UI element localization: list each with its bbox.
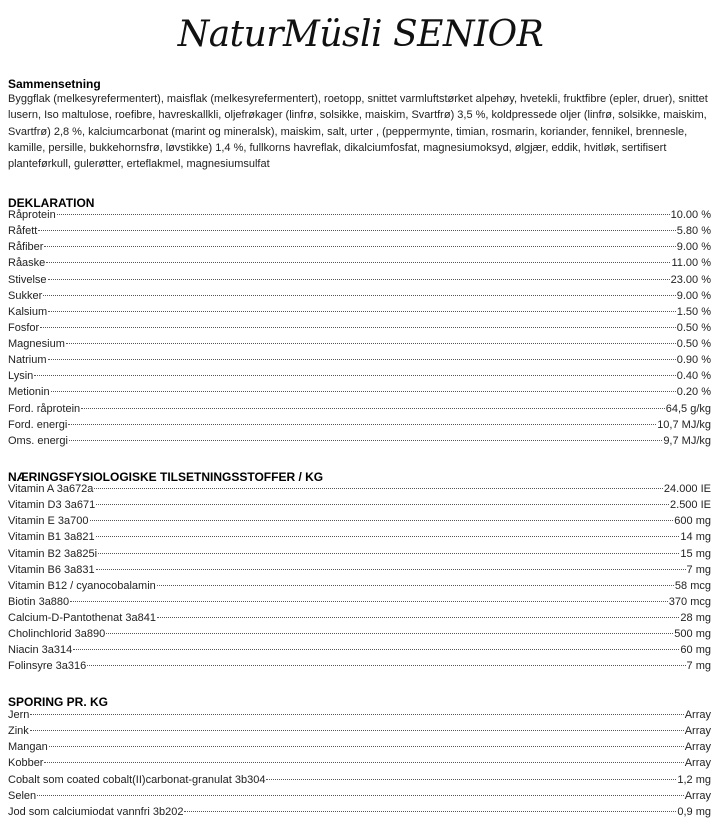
declaration-row (8, 419, 711, 435)
row-value: 600 mg (674, 515, 711, 528)
dot-leader (94, 488, 662, 489)
dot-leader (69, 440, 662, 441)
dot-leader (90, 520, 674, 521)
row-label: Vitamin A 3a672a (8, 483, 94, 495)
row-label: Magnesium (8, 338, 65, 350)
row-value: 10.00 % (670, 209, 711, 221)
row-label: Råfiber (8, 241, 44, 254)
row-value: 2.500 IE (670, 499, 711, 512)
dot-leader (81, 408, 665, 409)
additives-row (8, 660, 711, 676)
composition-heading: Sammensetning (8, 77, 101, 91)
row-value: 0.50 % (676, 321, 711, 334)
dot-leader (30, 730, 684, 731)
row-label: Råfett (8, 225, 38, 238)
declaration-row (8, 403, 711, 419)
row-value: 370 mcg (668, 595, 711, 608)
dot-leader (157, 617, 679, 618)
dot-leader (37, 795, 684, 796)
dot-leader (30, 714, 683, 715)
row-value: 9.00 % (676, 289, 711, 302)
dot-leader (48, 311, 676, 312)
dot-leader (66, 343, 676, 344)
row-value: 9.00 % (676, 241, 711, 254)
row-value: 14 mg (680, 531, 711, 544)
dot-leader (87, 665, 685, 666)
additives-row (8, 531, 711, 547)
dot-leader (266, 779, 676, 780)
row-label: Natrium (8, 354, 47, 367)
trace-row (8, 790, 711, 806)
row-value: 0.40 % (676, 370, 711, 383)
row-value: 15 mg (680, 547, 711, 560)
declaration-row (8, 209, 711, 225)
trace-row (8, 741, 711, 757)
row-label: Kalsium (8, 305, 48, 318)
additives-row (8, 612, 711, 628)
row-value: 7 mg (686, 563, 711, 576)
row-label: Mangan (8, 741, 48, 754)
row-label: Biotin 3a880 (8, 595, 70, 608)
row-label: Calcium-D-Pantothenat 3a841 (8, 612, 156, 624)
row-label: Vitamin B2 3a825i (8, 547, 98, 560)
declaration-row (8, 306, 711, 322)
additives-row (8, 548, 711, 564)
declaration-row (8, 225, 711, 241)
declaration-table (8, 209, 711, 451)
row-value: 500 mg (674, 628, 711, 641)
declaration-row (8, 274, 711, 290)
additives-row (8, 499, 711, 515)
row-value: 1.50 % (676, 305, 711, 318)
row-label: Zink (8, 725, 29, 738)
row-label: Vitamin B1 3a821 (8, 531, 95, 544)
row-label: Metionin (8, 386, 50, 399)
row-label: Lysin (8, 370, 34, 383)
row-label: Stivelse (8, 273, 47, 286)
trace-row (8, 757, 711, 773)
dot-leader (38, 230, 675, 231)
row-value: 0.20 % (676, 386, 711, 399)
declaration-row (8, 241, 711, 257)
row-label: Jern (8, 709, 30, 721)
dot-leader (49, 746, 684, 747)
row-value: 0,9 mg (677, 805, 711, 818)
row-label: Råaske (8, 257, 46, 270)
dot-leader (44, 246, 675, 247)
row-label: Vitamin B6 3a831 (8, 563, 95, 576)
dot-leader (34, 375, 675, 376)
row-label: Cobalt som coated cobalt(II)carbonat-granulat 3b304 (8, 773, 266, 786)
dot-leader (48, 279, 670, 280)
dot-leader (40, 327, 676, 328)
row-label: Jod som calciumiodat vannfri 3b202 (8, 805, 184, 818)
trace-row (8, 725, 711, 741)
dot-leader (184, 811, 676, 812)
row-label: Vitamin B12 / cyanocobalamin (8, 579, 156, 592)
row-label: Oms. energi (8, 434, 68, 447)
trace-row (8, 774, 711, 790)
composition-text: Byggflak (melkesyrefermentert), maisflak (melkesyrefermentert), roetopp, snittet varmluftstørket alpehøy, hvetekli, fruktfibre (epler, druer), snittet lusern, Iso maltulose, roefibre, havreskallkli, oljefrøkager (linfrø, solsikke, maiskim, Svartfrø) 3,5 %, koldpressede oljer (linfrø, solsikke, maiskim, Svartfrø) 2,8 %, kalciumcarbonat (marint og mineralsk), maiskim, salt, urter , (peppermynte, timian, rosmarin, koriander, fennikel, brennesle, kamille, persille, bukkehornsfrø, løvstikke) 1,4 %, fullkorns havreflak, dikalciumfosfat, magnesiumoksyd, ølgjær, eddik, hvitløk, sertifisert planteførkull, gulerøtter, erteflakmel, magnesiumsulfat (8, 93, 708, 171)
declaration-row (8, 338, 711, 354)
declaration-heading: DEKLARATION (8, 196, 95, 210)
declaration-row (8, 354, 711, 370)
dot-leader (96, 536, 680, 537)
additives-row (8, 644, 711, 660)
row-value: 5.80 % (676, 225, 711, 238)
dot-leader (44, 762, 683, 763)
row-label: Folinsyre 3a316 (8, 660, 87, 673)
row-value: 28 mg (680, 612, 711, 624)
dot-leader (157, 585, 674, 586)
row-value: Array (684, 709, 711, 721)
additives-row (8, 515, 711, 531)
row-label: Ford. energi (8, 418, 68, 431)
row-value: Array (684, 741, 711, 754)
declaration-row (8, 370, 711, 386)
declaration-row (8, 386, 711, 402)
dot-leader (96, 504, 669, 505)
row-value: Array (684, 789, 711, 802)
additives-table (8, 483, 711, 677)
trace-table (8, 709, 711, 822)
row-value: 64,5 g/kg (665, 402, 711, 415)
dot-leader (73, 649, 679, 650)
trace-row (8, 709, 711, 725)
row-label: Fosfor (8, 321, 40, 334)
declaration-row (8, 257, 711, 273)
additives-row (8, 564, 711, 580)
dot-leader (57, 214, 670, 215)
dot-leader (98, 553, 679, 554)
dot-leader (96, 569, 686, 570)
row-value: 58 mcg (674, 579, 711, 592)
trace-heading: SPORING PR. KG (8, 695, 109, 709)
row-label: Selen (8, 789, 37, 802)
dot-leader (48, 359, 676, 360)
dot-leader (51, 391, 676, 392)
row-label: Vitamin E 3a700 (8, 515, 89, 528)
declaration-row (8, 290, 711, 306)
row-value: 7 mg (686, 660, 711, 673)
additives-row (8, 596, 711, 612)
row-value: 1,2 mg (677, 773, 711, 786)
row-value: 0.50 % (676, 338, 711, 350)
dot-leader (68, 424, 656, 425)
row-label: Vitamin D3 3a671 (8, 499, 96, 512)
dot-leader (106, 633, 673, 634)
row-label: Kobber (8, 757, 44, 770)
row-label: Niacin 3a314 (8, 644, 73, 657)
row-label: Cholinchlorid 3a890 (8, 628, 106, 641)
declaration-row (8, 322, 711, 338)
row-label: Ford. råprotein (8, 402, 81, 415)
additives-row (8, 483, 711, 499)
dot-leader (46, 262, 670, 263)
declaration-row (8, 435, 711, 451)
row-value: 60 mg (680, 644, 711, 657)
row-value: Array (684, 757, 711, 770)
additives-heading: NÆRINGSFYSIOLOGISKE TILSETNINGSSTOFFER / KG (8, 470, 324, 484)
dot-leader (70, 601, 668, 602)
row-value: 11.00 % (671, 257, 711, 270)
additives-row (8, 580, 711, 596)
row-value: 24.000 IE (663, 483, 711, 495)
dot-leader (43, 295, 676, 296)
trace-row (8, 806, 711, 822)
row-value: 0.90 % (676, 354, 711, 367)
page-title: NaturMüsli SENIOR (177, 14, 544, 55)
row-value: 9,7 MJ/kg (663, 434, 711, 447)
additives-row (8, 628, 711, 644)
row-value: 10,7 MJ/kg (657, 418, 711, 431)
row-value: 23.00 % (670, 273, 711, 286)
row-label: Sukker (8, 289, 43, 302)
row-value: Array (684, 725, 711, 738)
row-label: Råprotein (8, 209, 56, 221)
